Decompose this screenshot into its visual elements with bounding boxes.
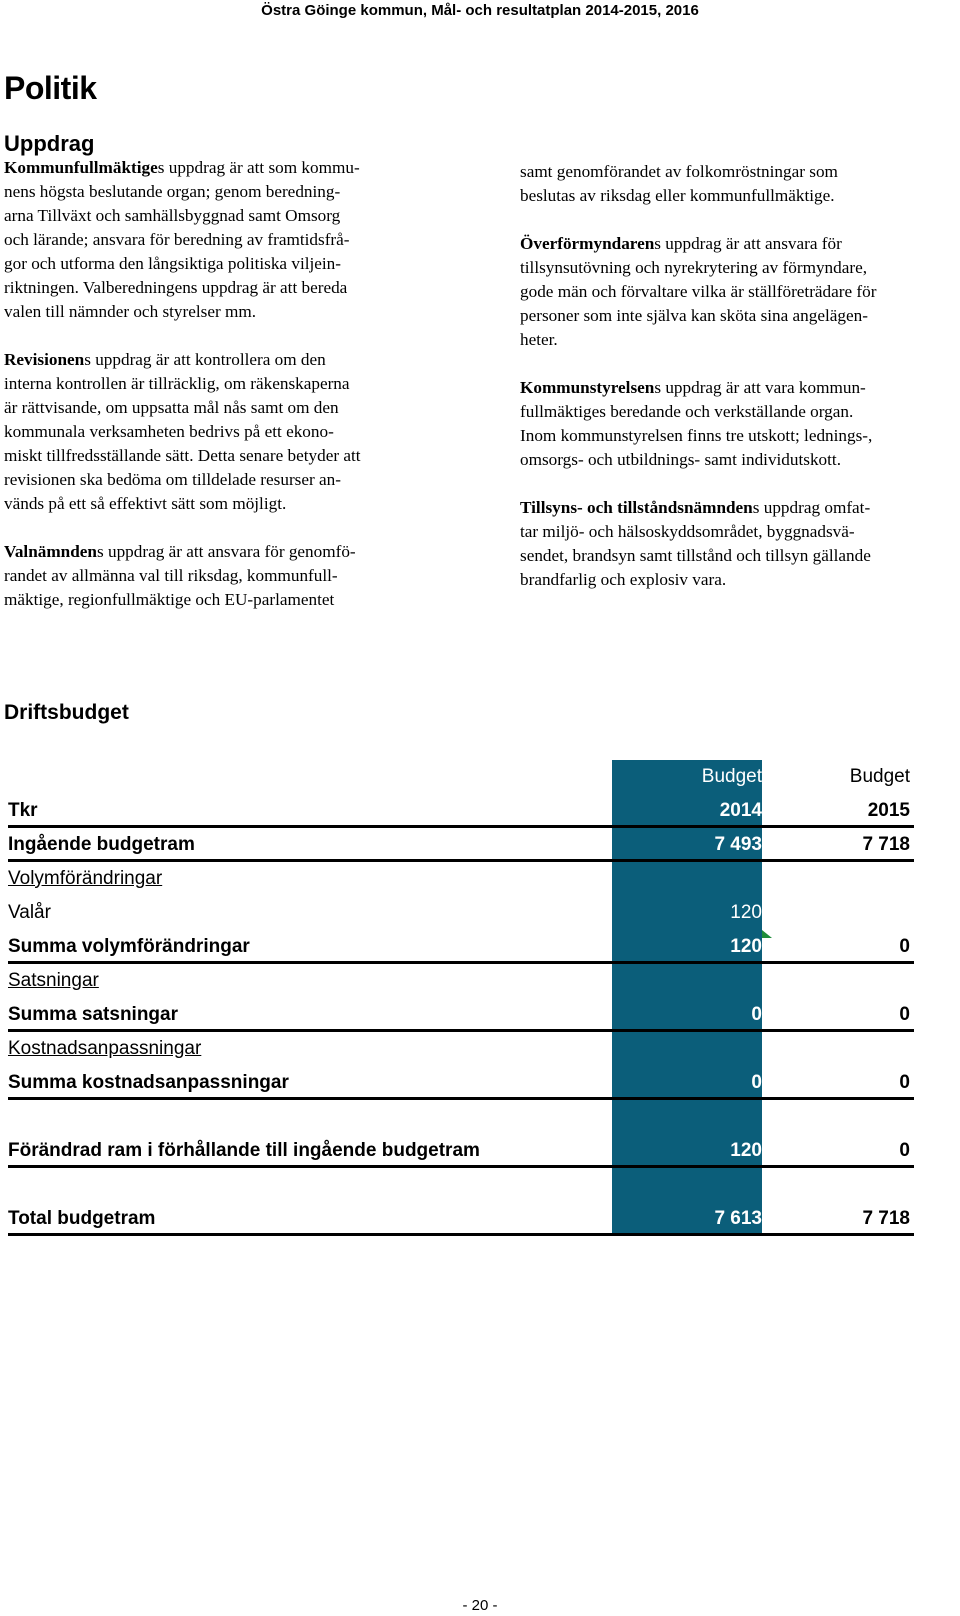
row-label: Ingående budgetram: [8, 834, 195, 855]
table-row: [8, 862, 914, 896]
bold-term: Överförmyndaren: [520, 234, 655, 253]
table-row: [8, 828, 914, 862]
bold-term: Valnämnden: [4, 542, 97, 561]
cell-2015: 0: [899, 936, 910, 957]
paragraph-kommunfullmaktige: [4, 156, 444, 324]
cell-2015: 0: [899, 1140, 910, 1161]
table-row: [8, 930, 914, 964]
paragraph-overformyndaren: [520, 232, 960, 352]
cell-2014: 7 493: [714, 834, 762, 855]
text-line: personer som inte själva kan sköta sina angelägen-: [520, 306, 868, 325]
text-line: nens högsta beslutande organ; genom beredning-: [4, 182, 341, 201]
header-year-2014: 2014: [719, 800, 762, 821]
text-line: brandfarlig och explosiv vara.: [520, 570, 727, 589]
row-label: Total budgetram: [8, 1208, 156, 1229]
page-number: - 20 -: [462, 1597, 498, 1614]
text-line: gode män och förvaltare vilka är ställföreträdare för: [520, 282, 877, 301]
text-fragment: s uppdrag är att ansvara för: [654, 234, 842, 253]
cell-2015: 7 718: [862, 834, 910, 855]
text-fragment: s uppdrag är att kontrollera om den: [84, 350, 326, 369]
text-line: beslutas av riksdag eller kommunfullmäktige.: [520, 186, 835, 205]
text-line: [4, 348, 444, 372]
table-header-row: [8, 794, 914, 828]
page-title: Politik: [4, 70, 97, 106]
paragraph-continuation: [520, 160, 960, 208]
text-line: omsorgs- och utbildnings- samt individutskott.: [520, 450, 841, 469]
text-line: tillsynsutövning och nyrekrytering av förmyndare,: [520, 258, 868, 277]
text-line: [520, 232, 960, 256]
text-line: miskt tillfredsställande sätt. Detta senare betyder att: [4, 446, 361, 465]
text-line: arna Tillväxt och samhällsbyggnad samt Omsorg: [4, 206, 341, 225]
text-fragment: s uppdrag omfat-: [752, 498, 871, 517]
text-line: tar miljö- och hälsoskyddsområdet, byggnadsvä-: [520, 522, 855, 541]
text-line: riktningen. Valberedningens uppdrag är att bereda: [4, 278, 348, 297]
paragraph-revisionen: [4, 348, 444, 516]
paragraph-valnamnden: [4, 540, 444, 612]
table-row: [8, 1134, 914, 1168]
header-label: Tkr: [8, 800, 38, 821]
header-year-2015: 2015: [867, 800, 910, 821]
text-line: revisionen ska bedöma om tilldelade resurser an-: [4, 470, 341, 489]
text-line: fullmäktiges beredande och verkställande organ.: [520, 402, 854, 421]
text-line: och lärande; ansvara för beredning av framtidsfrå-: [4, 230, 350, 249]
text-line: gor och utforma den långsiktiga politiska viljein-: [4, 254, 341, 273]
row-label: Satsningar: [8, 970, 99, 991]
right-text-column: [520, 160, 960, 616]
row-label: Förändrad ram i förhållande till ingående budgetram: [8, 1140, 480, 1161]
cell-2014: 0: [751, 1004, 762, 1025]
table-header-row: [8, 760, 914, 794]
text-line: mäktige, regionfullmäktige och EU-parlamentet: [4, 590, 335, 609]
text-line: heter.: [520, 330, 558, 349]
table-row: [8, 1202, 914, 1236]
cell-2014: 120: [730, 936, 762, 957]
budget-table: [8, 760, 914, 1236]
text-line: kommunala verksamheten bedrivs på ett ekono-: [4, 422, 334, 441]
text-line: [4, 540, 444, 564]
paragraph-kommunstyrelsen: [520, 376, 960, 472]
row-label: Volymförändringar: [8, 868, 163, 889]
header-budget-2015: Budget: [849, 766, 910, 787]
bold-term: Tillsyns- och tillståndsnämnden: [520, 498, 753, 517]
cell-2015: 0: [899, 1072, 910, 1093]
table-spacer: [8, 1168, 914, 1202]
table-row: [8, 896, 914, 930]
row-label: Summa volymförändringar: [8, 936, 250, 957]
cell-2015: 7 718: [862, 1208, 910, 1229]
left-text-column: [4, 156, 444, 636]
paragraph-tillsynsnamnden: [520, 496, 960, 592]
cell-2014: 120: [730, 902, 762, 923]
text-line: vänds på ett så effektivt sätt som möjligt.: [4, 494, 287, 513]
bold-term: Revisionen: [4, 350, 85, 369]
row-label: Summa satsningar: [8, 1004, 178, 1025]
text-line: sendet, brandsyn samt tillstånd och tillsyn gällande: [520, 546, 871, 565]
cell-2015: 0: [899, 1004, 910, 1025]
cell-2014: 120: [730, 1140, 762, 1161]
text-line: [520, 376, 960, 400]
cell-2014: 0: [751, 1072, 762, 1093]
row-label: Valår: [8, 902, 51, 923]
document-header: Östra Göinge kommun, Mål- och resultatplan 2014-2015, 2016: [261, 2, 699, 19]
text-line: Inom kommunstyrelsen finns tre utskott; lednings-,: [520, 426, 873, 445]
text-line: interna kontrollen är tillräcklig, om räkenskaperna: [4, 374, 350, 393]
section-heading-uppdrag: Uppdrag: [4, 131, 95, 156]
text-line: valen till nämnder och styrelser mm.: [4, 302, 257, 321]
header-budget-2014: Budget: [701, 766, 762, 787]
table-row: [8, 964, 914, 998]
table-row: [8, 1066, 914, 1100]
text-fragment: s uppdrag är att som kommu-: [157, 158, 360, 177]
bold-term: Kommunstyrelsen: [520, 378, 655, 397]
text-line: samt genomförandet av folkomröstningar som: [520, 162, 838, 181]
text-line: är rättvisande, om uppsatta mål nås samt om den: [4, 398, 339, 417]
section-heading-driftsbudget: Driftsbudget: [4, 701, 129, 724]
text-fragment: s uppdrag är att vara kommun-: [654, 378, 866, 397]
text-line: [4, 156, 444, 180]
text-line: randet av allmänna val till riksdag, kommunfull-: [4, 566, 338, 585]
bold-term: Kommunfullmäktige: [4, 158, 158, 177]
table-spacer: [8, 1100, 914, 1134]
text-line: [520, 496, 960, 520]
row-label: Summa kostnadsanpassningar: [8, 1072, 289, 1093]
text-fragment: s uppdrag är att ansvara för genomfö-: [96, 542, 356, 561]
table-row: [8, 1032, 914, 1066]
table-row: [8, 998, 914, 1032]
row-label: Kostnadsanpassningar: [8, 1038, 202, 1059]
cell-2014: 7 613: [714, 1208, 762, 1229]
